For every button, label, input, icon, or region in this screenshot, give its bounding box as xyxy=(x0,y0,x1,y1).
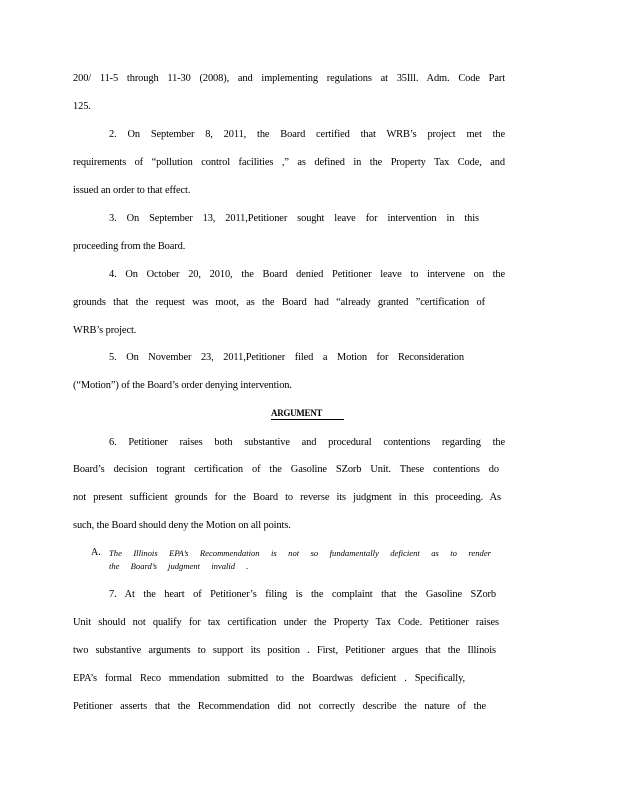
section-heading: ARGUMENT xyxy=(271,408,323,418)
paragraph-2-start: 2. On September 8, 2011, the Board certified that WRB’s project met the xyxy=(109,129,505,140)
paragraph-5-start: 5. On November 23, 2011,Petitioner filed a Motion for Reconsideration xyxy=(109,352,464,363)
paragraph-3-start: 3. On September 13, 2011,Petitioner sought leave for intervention in this xyxy=(109,213,479,224)
subheading-letter: A. xyxy=(91,547,101,558)
paragraph-4-start: 4. On October 20, 2010, the Board denied Petitioner leave to intervene on the xyxy=(109,269,505,280)
heading-underline xyxy=(271,419,344,420)
paragraph-7-start: 7. At the heart of Petitioner’s filing is the complaint that the Gasoline SZorb xyxy=(109,589,496,600)
text-line: WRB’s project. xyxy=(73,325,137,336)
text-line: Unit should not qualify for tax certification under the Property Tax Code. Petitioner raises xyxy=(73,617,499,628)
text-line: Petitioner asserts that the Recommendation did not correctly describe the nature of the xyxy=(73,701,486,712)
text-line: grounds that the request was moot, as the Board had “already granted ”certification of xyxy=(73,297,485,308)
text-line: (“Motion”) of the Board’s order denying intervention. xyxy=(73,380,292,391)
text-line: such, the Board should deny the Motion on all points. xyxy=(73,520,291,531)
text-line: requirements of “pollution control facilities ,” as defined in the Property Tax Code, and xyxy=(73,157,505,168)
paragraph-6-start: 6. Petitioner raises both substantive and procedural contentions regarding the xyxy=(109,437,505,448)
text-line: issued an order to that effect. xyxy=(73,185,191,196)
text-line: EPA’s formal Reco mmendation submitted to the Boardwas deficient . Specifically, xyxy=(73,673,465,684)
text-line: 125. xyxy=(73,101,91,112)
text-line: two substantive arguments to support its position . First, Petitioner argues that the Illinois xyxy=(73,645,496,656)
subheading-line-1: The Illinois EPA’s Recommendation is not so fundamentally deficient as to render xyxy=(109,548,491,558)
text-line: proceeding from the Board. xyxy=(73,241,186,252)
subheading-line-2: the Board’s judgment invalid . xyxy=(109,561,249,571)
text-line: not present sufficient grounds for the Board to reverse its judgment in this proceeding. As xyxy=(73,492,501,503)
text-line: Board’s decision togrant certification of the Gasoline SZorb Unit. These contentions do xyxy=(73,464,499,475)
text-line: 200/ 11-5 through 11-30 (2008), and implementing regulations at 35Ill. Adm. Code Part xyxy=(73,73,505,84)
